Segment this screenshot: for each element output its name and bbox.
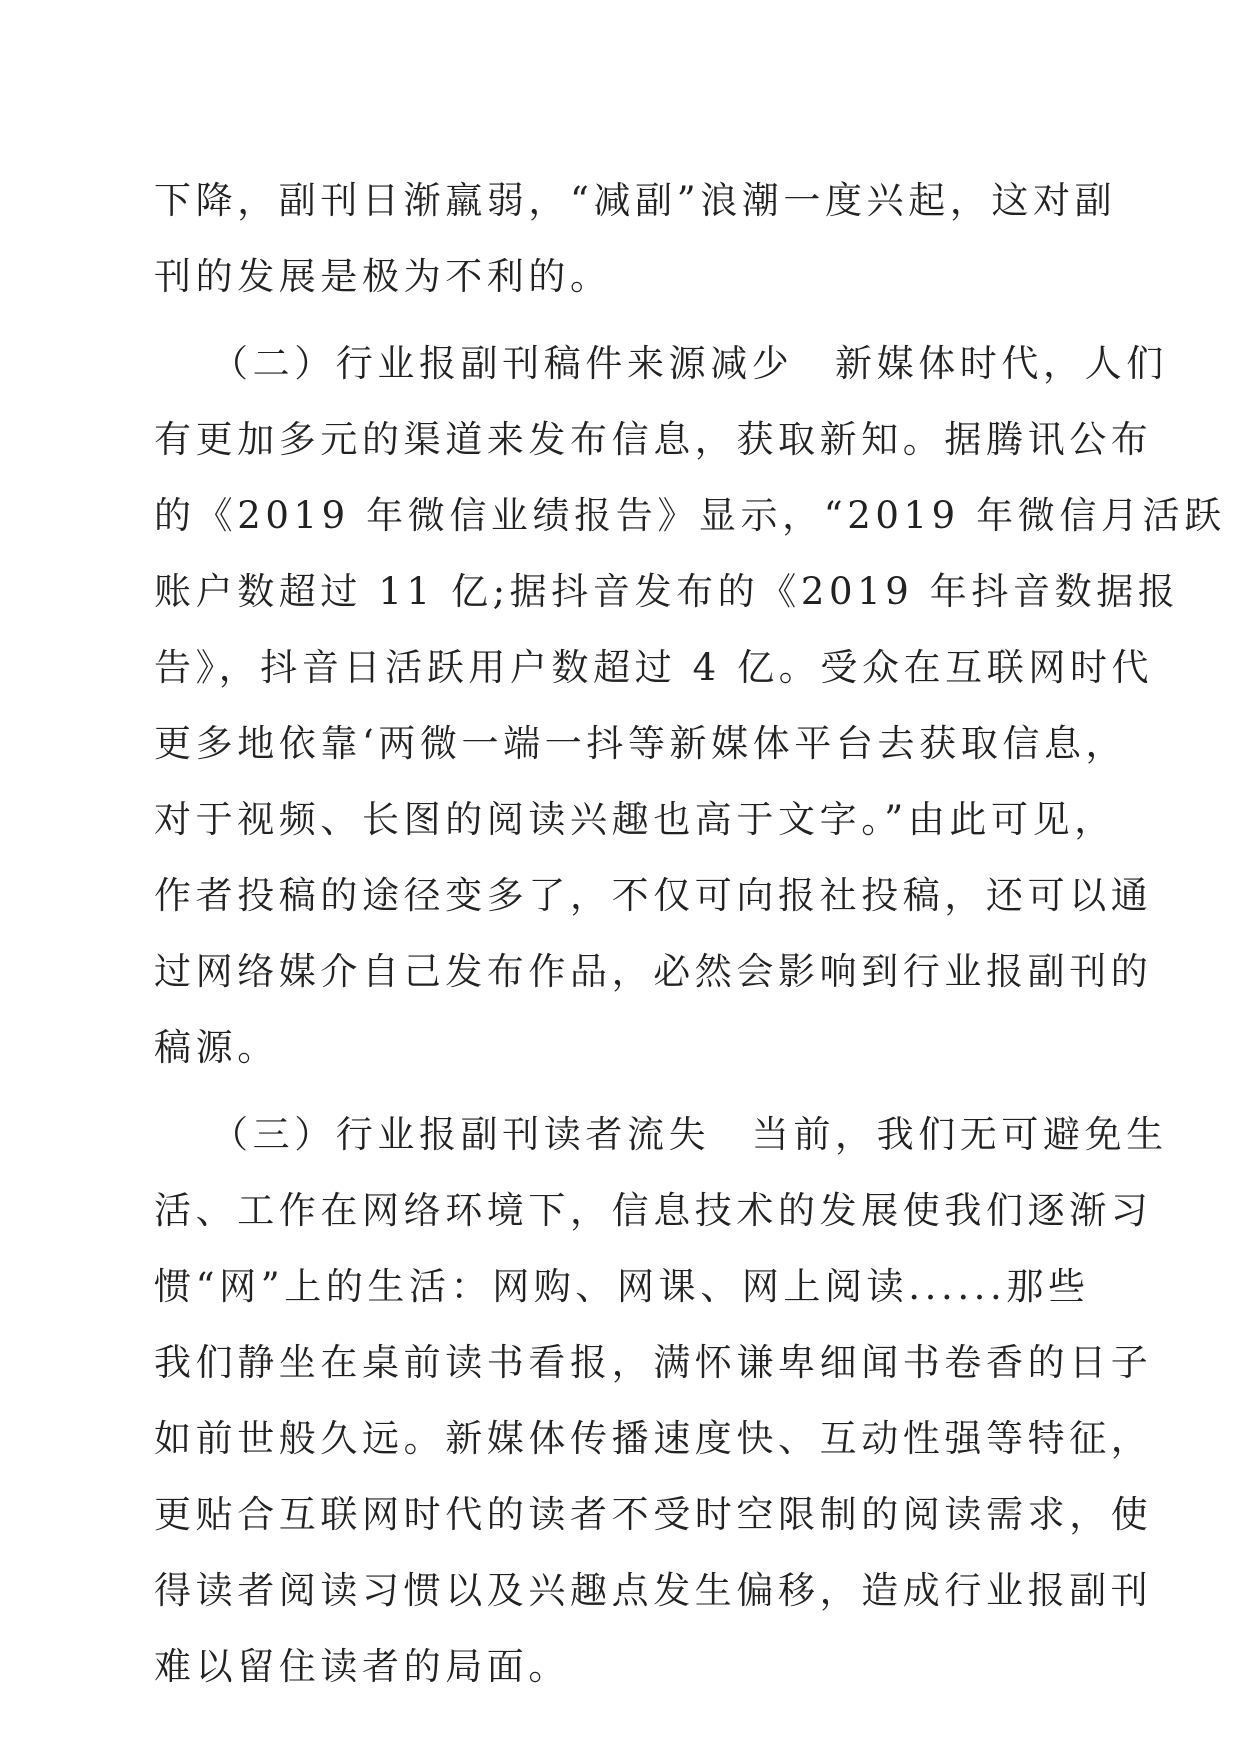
text-line: 得读者阅读习惯以及兴趣点发生偏移，造成行业报副刊 (154, 1569, 1153, 1612)
text-line: 难以留住读者的局面。 (154, 1645, 570, 1688)
text-line: 稿源。 (154, 1026, 279, 1069)
section-heading-line: （二）行业报副刊稿件来源减少 新媒体时代，人们 (211, 342, 1168, 385)
text-line: 更贴合互联网时代的读者不受时空限制的阅读需求，使 (154, 1493, 1153, 1536)
text-line: 的《2019 年微信业绩报告》显示，“2019 年微信月活跃 (154, 494, 1226, 537)
text-line: 过网络媒介自己发布作品，必然会影响到行业报副刊的 (154, 950, 1153, 993)
text-line: 如前世般久远。新媒体传播速度快、互动性强等特征， (154, 1417, 1153, 1460)
paragraph-section-2 (154, 341, 1226, 1070)
text-line: 活、工作在网络环境下，信息技术的发展使我们逐渐习 (154, 1189, 1153, 1232)
paragraph-section-3 (154, 1112, 1168, 1689)
text-line: 有更加多元的渠道来发布信息，获取新知。据腾讯公布 (154, 418, 1153, 461)
text-line: 账户数超过 11 亿;据抖音发布的《2019 年抖音数据报 (154, 570, 1180, 613)
text-line: 作者投稿的途径变多了，不仅可向报社投稿，还可以通 (154, 874, 1153, 917)
text-line: 对于视频、长图的阅读兴趣也高于文字。”由此可见， (154, 798, 1116, 841)
text-line: 我们静坐在桌前读书看报，满怀谦卑细闻书卷香的日子 (154, 1341, 1153, 1384)
paragraph-continuation (154, 178, 1117, 299)
text-line: 刊的发展是极为不利的。 (154, 255, 612, 298)
text-line: 更多地依靠‘两微一端一抖等新媒体平台去获取信息， (154, 722, 1128, 765)
text-line: 下降，副刊日渐羸弱，“减副”浪潮一度兴起，这对副 (154, 179, 1117, 222)
section-heading-line: （三）行业报副刊读者流失 当前，我们无可避免生 (211, 1113, 1168, 1156)
text-line: 告》，抖音日活跃用户数超过 4 亿。受众在互联网时代 (154, 646, 1154, 689)
body-text (154, 178, 1226, 1720)
text-line: 惯“网”上的生活：网购、网课、网上阅读......那些 (154, 1265, 1090, 1308)
